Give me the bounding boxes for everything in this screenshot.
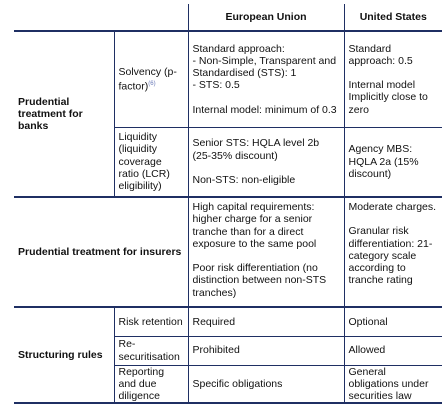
solvency-eu-line-2: - Non-Simple, Transparent and Standardised (STS): 1 <box>192 54 337 80</box>
structuring-label: Structuring rules <box>14 307 114 403</box>
solvency-us-a: Standard approach: 0.5 <box>348 42 413 67</box>
solvency-label: Solvency (p-factor)$^{(6)}$ <box>114 31 188 127</box>
insurers-eu-b: Poor risk differentiation (no distinction between non-STS tranches) <box>192 262 327 299</box>
reporting-label: Reporting and due diligence <box>114 365 188 403</box>
header-row <box>14 4 442 31</box>
liquidity-label: Liquidity (liquidity coverage ratio (LCR) eligibility) <box>114 127 188 197</box>
insurers-label: Prudential treatment for insurers <box>14 197 188 307</box>
header-eu: European Union <box>188 4 344 31</box>
solvency-eu <box>188 31 344 127</box>
header-us: United States <box>344 4 442 31</box>
banks-label: Prudential treatment for banks <box>14 31 114 197</box>
solvency-footnote: (6) <box>148 81 156 87</box>
reporting-us: General obligations under securities law <box>344 365 442 403</box>
liquidity-eu-b: Non-STS: non-eligible <box>192 173 296 186</box>
comparison-table <box>14 4 442 404</box>
risk-retention-label: Risk retention <box>114 307 188 336</box>
liquidity-eu <box>188 127 344 197</box>
reporting-eu: Specific obligations <box>188 365 344 403</box>
insurers-us-b: Granular risk differentiation: 21-category scale according to tranche rating <box>348 225 433 287</box>
solvency-eu-line-1: Standard approach: <box>192 42 285 55</box>
insurers-us <box>344 197 442 307</box>
liquidity-eu-a: Senior STS: HQLA level 2b (25-35% discount) <box>192 137 320 162</box>
solvency-us <box>344 31 442 127</box>
risk-retention-us: Optional <box>344 307 442 336</box>
solvency-eu-line-5: Internal model: minimum of 0.3 <box>192 103 337 116</box>
resecuritisation-eu: Prohibited <box>188 336 344 365</box>
solvency-us-b: Internal model Implicitly close to zero <box>348 79 428 116</box>
table-row <box>14 307 442 336</box>
resecuritisation-label: Re-securitisation <box>114 336 188 365</box>
risk-retention-eu: Required <box>188 307 344 336</box>
insurers-eu <box>188 197 344 307</box>
solvency-row <box>14 31 442 127</box>
liquidity-us: Agency MBS: HQLA 2a (15% discount) <box>344 127 442 197</box>
resecuritisation-us: Allowed <box>344 336 442 365</box>
insurers-us-a: Moderate charges. <box>348 201 437 213</box>
insurers-eu-a: High capital requirements: higher charge for a senior tranche than for a direct exposure to the same pool <box>192 201 317 250</box>
solvency-eu-line-3: - STS: 0.5 <box>192 79 240 92</box>
insurers-row <box>14 197 442 307</box>
